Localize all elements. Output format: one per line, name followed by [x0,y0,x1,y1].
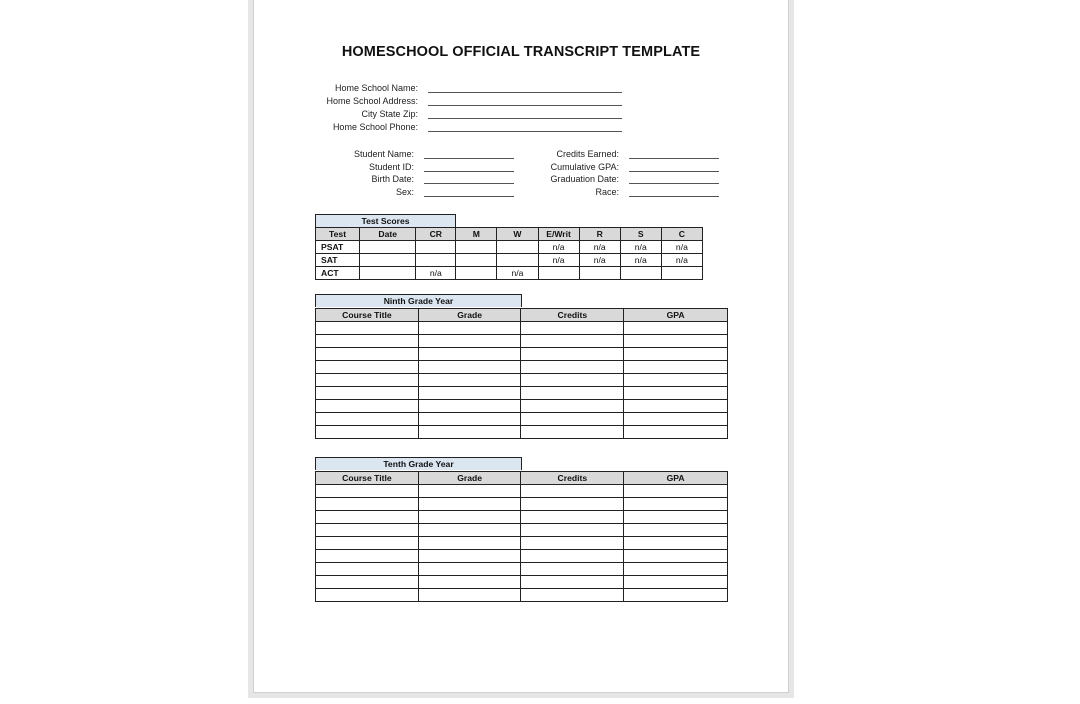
table-row [316,361,728,374]
student-id-label: Student ID: [368,162,414,172]
table-cell[interactable] [316,485,419,498]
tenth-grade-header-row [316,472,728,485]
table-cell[interactable] [521,576,624,589]
table-cell[interactable] [316,413,419,426]
student-id-line[interactable] [424,171,514,172]
table-cell[interactable] [316,335,419,348]
table-cell[interactable] [521,426,624,439]
table-cell: n/a [579,241,620,254]
header-course-title: Course Title [316,472,419,485]
credits-earned-label: Credits Earned: [556,149,619,159]
tenth-grade-table [315,471,728,602]
table-cell[interactable] [521,511,624,524]
table-row [316,387,728,400]
table-cell: n/a [661,254,702,267]
table-cell: n/a [497,267,538,280]
birth-date-label: Birth Date: [371,174,414,184]
table-cell[interactable] [497,254,538,267]
table-row [316,335,728,348]
table-cell[interactable] [360,241,416,254]
table-row [316,267,703,280]
table-cell[interactable] [624,537,728,550]
table-cell[interactable] [316,361,419,374]
table-cell[interactable] [624,589,728,602]
table-cell[interactable] [416,254,456,267]
school-address-label: Home School Address: [326,96,418,106]
table-cell[interactable] [521,550,624,563]
table-cell[interactable] [418,400,521,413]
header-s: S [620,228,661,241]
table-cell[interactable] [521,400,624,413]
header-gpa: GPA [624,309,728,322]
race-label: Race: [595,187,619,197]
table-row [316,498,728,511]
table-row [316,563,728,576]
table-cell[interactable] [418,498,521,511]
table-cell: n/a [661,241,702,254]
table-row [316,348,728,361]
ninth-grade-header-row [316,309,728,322]
table-cell[interactable] [620,267,661,280]
table-cell[interactable] [418,387,521,400]
header-cr: CR [416,228,456,241]
table-cell[interactable] [316,550,419,563]
school-address-line[interactable] [428,105,622,106]
table-cell[interactable] [418,426,521,439]
table-cell[interactable] [538,267,579,280]
table-cell[interactable] [521,498,624,511]
table-row [316,550,728,563]
table-row [316,576,728,589]
student-name-line[interactable] [424,158,514,159]
table-cell[interactable] [521,537,624,550]
table-cell[interactable] [360,254,416,267]
table-cell[interactable] [456,241,497,254]
header-gpa: GPA [624,472,728,485]
credits-earned-line[interactable] [629,158,719,159]
city-state-zip-label: City State Zip: [361,109,418,119]
header-grade: Grade [418,309,521,322]
student-name-label: Student Name: [353,149,414,159]
table-cell[interactable] [418,589,521,602]
table-cell[interactable] [521,387,624,400]
header-credits: Credits [521,472,624,485]
table-cell[interactable] [418,335,521,348]
table-cell[interactable] [624,511,728,524]
tenth-grade-caption: Tenth Grade Year [315,457,522,470]
table-row [316,485,728,498]
document-page [254,0,788,692]
row-label-sat: SAT [316,254,360,267]
table-cell[interactable] [456,267,497,280]
table-cell[interactable] [316,400,419,413]
table-cell: n/a [538,241,579,254]
table-row [316,241,703,254]
table-cell[interactable] [316,563,419,576]
school-phone-line[interactable] [428,131,622,132]
table-cell[interactable] [418,524,521,537]
table-cell[interactable] [624,322,728,335]
table-cell[interactable] [416,241,456,254]
table-cell[interactable] [316,426,419,439]
table-cell[interactable] [418,511,521,524]
table-cell[interactable] [624,413,728,426]
test-scores-caption: Test Scores [315,214,456,227]
table-cell: n/a [620,241,661,254]
header-r: R [579,228,620,241]
table-cell[interactable] [521,589,624,602]
document-title: HOMESCHOOL OFFICIAL TRANSCRIPT TEMPLATE [341,44,701,60]
header-m: M [456,228,497,241]
header-ewrit: E/Writ [538,228,579,241]
table-cell[interactable] [624,426,728,439]
table-cell[interactable] [521,322,624,335]
table-cell: n/a [579,254,620,267]
table-cell[interactable] [360,267,416,280]
header-w: W [497,228,538,241]
table-cell[interactable] [418,563,521,576]
table-cell[interactable] [521,361,624,374]
table-cell[interactable] [316,498,419,511]
table-cell[interactable] [624,387,728,400]
school-phone-label: Home School Phone: [332,122,418,132]
race-line[interactable] [629,196,719,197]
table-cell[interactable] [624,524,728,537]
table-cell[interactable] [521,413,624,426]
table-cell[interactable] [579,267,620,280]
table-cell[interactable] [418,576,521,589]
table-row [316,322,728,335]
table-cell[interactable] [624,335,728,348]
table-cell[interactable] [521,335,624,348]
table-cell[interactable] [456,254,497,267]
table-cell[interactable] [316,322,419,335]
table-cell[interactable] [624,400,728,413]
header-course-title: Course Title [316,309,419,322]
table-cell[interactable] [521,348,624,361]
table-cell: n/a [620,254,661,267]
table-cell: n/a [416,267,456,280]
table-cell[interactable] [418,485,521,498]
table-cell[interactable] [316,348,419,361]
table-row [316,426,728,439]
cumulative-gpa-line[interactable] [629,171,719,172]
table-cell[interactable] [316,576,419,589]
table-cell: n/a [538,254,579,267]
table-row [316,537,728,550]
table-cell[interactable] [624,576,728,589]
table-cell[interactable] [624,374,728,387]
school-name-line[interactable] [428,92,622,93]
table-cell[interactable] [521,485,624,498]
table-cell[interactable] [624,498,728,511]
ninth-grade-table [315,308,728,439]
table-row [316,589,728,602]
sex-label: Sex: [395,187,414,197]
table-cell[interactable] [316,387,419,400]
header-c: C [661,228,702,241]
school-name-label: Home School Name: [334,83,418,93]
cumulative-gpa-label: Cumulative GPA: [550,162,619,172]
table-cell[interactable] [624,361,728,374]
table-cell[interactable] [418,361,521,374]
header-test: Test [316,228,360,241]
city-state-zip-line[interactable] [428,118,622,119]
table-cell[interactable] [418,348,521,361]
table-cell[interactable] [418,322,521,335]
table-cell[interactable] [661,267,702,280]
row-label-psat: PSAT [316,241,360,254]
test-scores-header-row [316,228,703,241]
table-cell[interactable] [521,563,624,576]
table-cell[interactable] [316,511,419,524]
table-row [316,413,728,426]
table-cell[interactable] [418,374,521,387]
graduation-date-line[interactable] [629,183,719,184]
ninth-grade-caption: Ninth Grade Year [315,294,522,307]
table-row [316,374,728,387]
table-cell[interactable] [418,413,521,426]
header-credits: Credits [521,309,624,322]
table-cell[interactable] [624,563,728,576]
table-cell[interactable] [316,524,419,537]
table-row [316,524,728,537]
table-cell[interactable] [624,550,728,563]
table-cell[interactable] [624,348,728,361]
table-cell[interactable] [497,241,538,254]
sex-line[interactable] [424,196,514,197]
table-cell[interactable] [418,550,521,563]
birth-date-line[interactable] [424,183,514,184]
table-row [316,511,728,524]
table-cell[interactable] [521,524,624,537]
table-row [316,400,728,413]
header-grade: Grade [418,472,521,485]
table-cell[interactable] [316,374,419,387]
test-scores-table [315,227,703,280]
graduation-date-label: Graduation Date: [550,174,619,184]
row-label-act: ACT [316,267,360,280]
table-cell[interactable] [521,374,624,387]
table-cell[interactable] [316,537,419,550]
table-cell[interactable] [316,589,419,602]
table-cell[interactable] [624,485,728,498]
table-row [316,254,703,267]
header-date: Date [360,228,416,241]
table-cell[interactable] [418,537,521,550]
